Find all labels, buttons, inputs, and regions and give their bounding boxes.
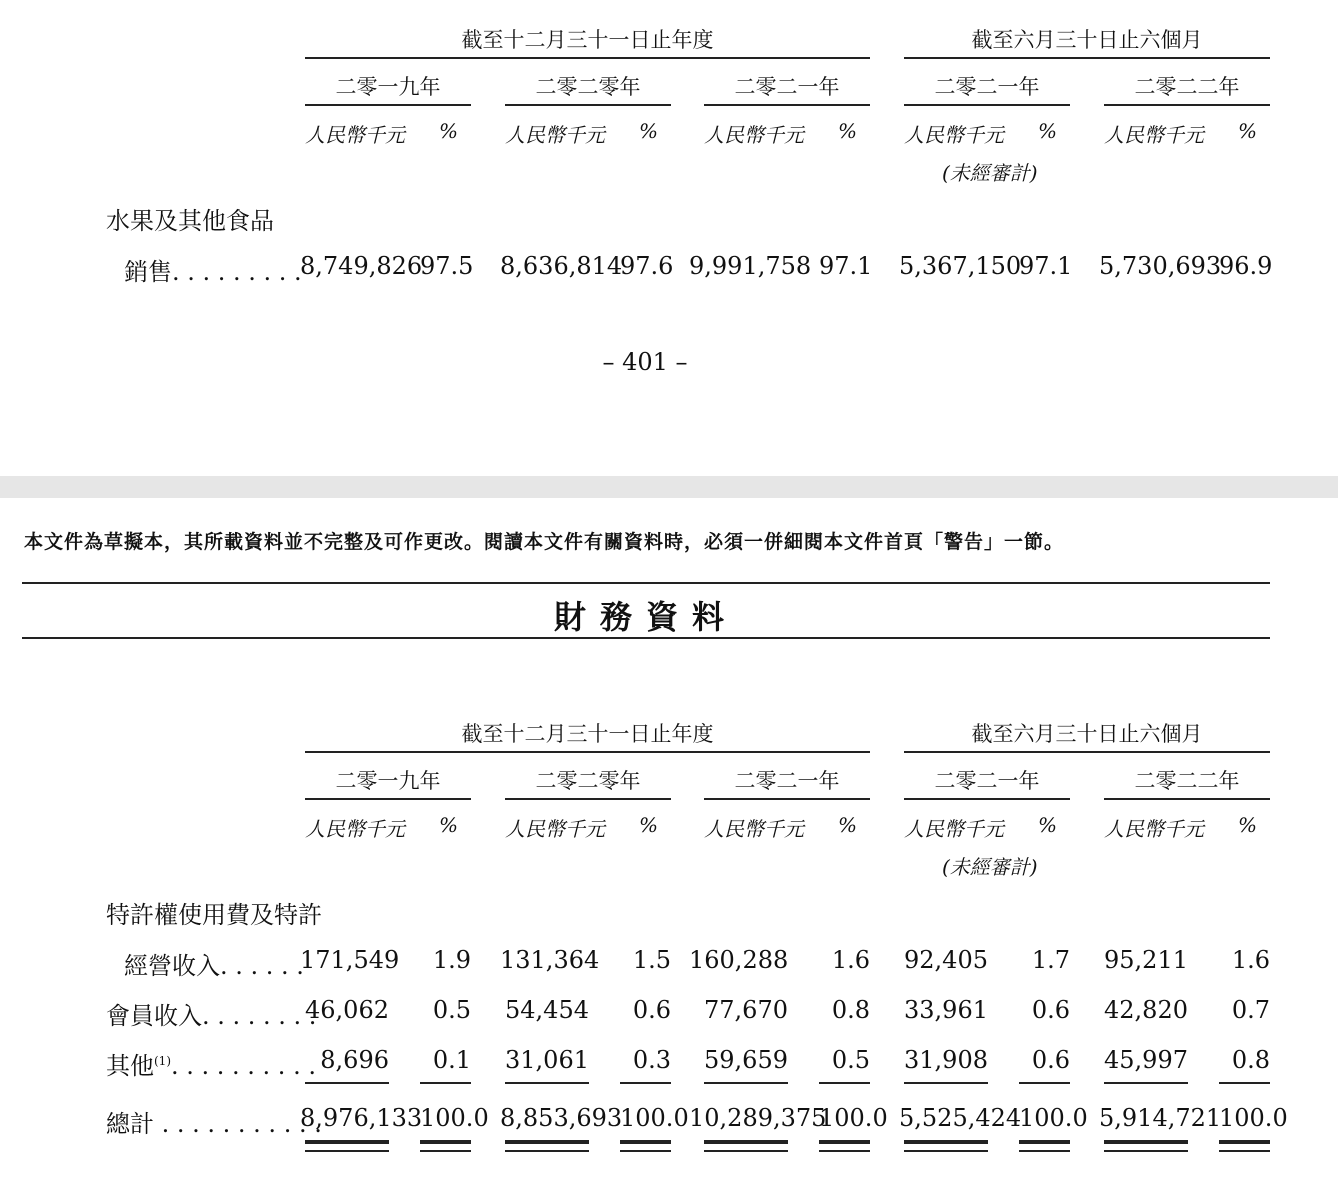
cell-percent: 0.5 bbox=[831, 1046, 870, 1074]
cell-value: 8,749,826 bbox=[300, 252, 423, 280]
divider bbox=[904, 104, 1070, 106]
cell-value: 5,367,150 bbox=[899, 252, 1022, 280]
year-header: 二零二一年 bbox=[734, 75, 840, 99]
cell-value: 42,820 bbox=[1104, 996, 1188, 1024]
unaudited-note: (未經審計) bbox=[942, 161, 1038, 185]
row-label: 會員收入. . . . . . . . bbox=[106, 1002, 317, 1030]
unit-label: 人民幣千元 bbox=[704, 123, 804, 147]
divider bbox=[305, 751, 870, 753]
total-rule bbox=[620, 1150, 671, 1152]
subtotal-rule bbox=[1104, 1082, 1188, 1084]
row-label bbox=[106, 1046, 316, 1081]
unit-label: 人民幣千元 bbox=[505, 817, 605, 841]
cell-value: 54,454 bbox=[505, 996, 589, 1024]
cell-value: 8,853,693 bbox=[500, 1104, 623, 1132]
total-rule bbox=[1104, 1150, 1188, 1152]
year-header: 二零二一年 bbox=[934, 75, 1040, 99]
unit-label: 人民幣千元 bbox=[305, 123, 405, 147]
cell-percent: 100.0 bbox=[1019, 1104, 1088, 1132]
year-header: 二零一九年 bbox=[335, 75, 441, 99]
year-header: 二零二二年 bbox=[1134, 75, 1240, 99]
unit-label: 人民幣千元 bbox=[904, 817, 1004, 841]
cell-value: 77,670 bbox=[704, 996, 788, 1024]
total-rule bbox=[1104, 1140, 1188, 1144]
cell-percent: 0.6 bbox=[632, 996, 671, 1024]
cell-percent: 0.8 bbox=[831, 996, 870, 1024]
year-header: 二零二一年 bbox=[934, 769, 1040, 793]
cell-value: 92,405 bbox=[904, 946, 988, 974]
group-header-annual: 截至十二月三十一日止年度 bbox=[461, 722, 714, 746]
footnote-marker: (1) bbox=[154, 1054, 171, 1068]
total-rule bbox=[904, 1150, 988, 1152]
row-label: 經營收入. . . . . . bbox=[124, 952, 304, 980]
divider bbox=[1104, 798, 1270, 800]
draft-notice: 本文件為草擬本，其所載資料並不完整及可作更改。閱讀本文件有關資料時，必須一併細閱本文件首頁「警告」一節。 bbox=[24, 531, 1065, 553]
unit-label: % bbox=[639, 119, 659, 143]
unit-label: % bbox=[439, 813, 459, 837]
cell-percent: 1.6 bbox=[831, 946, 870, 974]
total-rule bbox=[1019, 1140, 1070, 1144]
total-rule bbox=[420, 1140, 471, 1144]
row-label: 銷售. . . . . . . . . bbox=[124, 258, 302, 286]
cell-value: 9,991,758 bbox=[689, 252, 812, 280]
total-rule bbox=[904, 1140, 988, 1144]
total-rule bbox=[620, 1140, 671, 1144]
row-label-text: 其他 bbox=[106, 1052, 154, 1080]
divider bbox=[505, 104, 671, 106]
cell-percent: 100.0 bbox=[620, 1104, 689, 1132]
subtotal-rule bbox=[305, 1082, 389, 1084]
unit-label: % bbox=[1038, 813, 1058, 837]
total-rule bbox=[305, 1150, 389, 1152]
group-header-interim: 截至六月三十日止六個月 bbox=[971, 722, 1203, 746]
cell-value: 8,976,133 bbox=[300, 1104, 423, 1132]
cell-percent: 100.0 bbox=[1219, 1104, 1288, 1132]
page-gap bbox=[0, 476, 1338, 498]
year-header: 二零二零年 bbox=[535, 769, 641, 793]
unit-label: % bbox=[1238, 813, 1258, 837]
subtotal-rule bbox=[505, 1082, 589, 1084]
divider bbox=[305, 798, 471, 800]
cell-percent: 0.6 bbox=[1031, 1046, 1070, 1074]
subtotal-rule bbox=[1219, 1082, 1270, 1084]
cell-value: 5,525,424 bbox=[899, 1104, 1022, 1132]
cell-value: 31,061 bbox=[505, 1046, 589, 1074]
top-group-header-interim: 截至六月三十日止六個月 bbox=[971, 28, 1203, 52]
cell-percent: 0.1 bbox=[432, 1046, 471, 1074]
cell-value: 45,997 bbox=[1104, 1046, 1188, 1074]
unit-label: % bbox=[838, 119, 858, 143]
subtotal-rule bbox=[420, 1082, 471, 1084]
cell-value: 95,211 bbox=[1104, 946, 1188, 974]
unit-label: % bbox=[1238, 119, 1258, 143]
divider bbox=[305, 104, 471, 106]
year-header: 二零二一年 bbox=[734, 769, 840, 793]
year-header: 二零一九年 bbox=[335, 769, 441, 793]
cell-percent: 1.7 bbox=[1031, 946, 1070, 974]
cell-percent: 97.5 bbox=[420, 252, 474, 280]
cell-value: 8,696 bbox=[320, 1046, 389, 1074]
section-title: 財務資料 bbox=[553, 598, 738, 636]
cell-percent: 0.7 bbox=[1231, 996, 1270, 1024]
cell-percent: 97.1 bbox=[1019, 252, 1073, 280]
unit-label: 人民幣千元 bbox=[305, 817, 405, 841]
cell-value: 31,908 bbox=[904, 1046, 988, 1074]
cell-percent: 96.9 bbox=[1219, 252, 1273, 280]
total-rule bbox=[819, 1150, 870, 1152]
divider bbox=[305, 57, 870, 59]
divider bbox=[704, 798, 870, 800]
divider bbox=[704, 104, 870, 106]
total-rule bbox=[1019, 1150, 1070, 1152]
total-rule bbox=[420, 1150, 471, 1152]
cell-value: 5,914,721 bbox=[1099, 1104, 1222, 1132]
cell-value: 59,659 bbox=[704, 1046, 788, 1074]
cell-percent: 100.0 bbox=[819, 1104, 888, 1132]
top-group-header-annual: 截至十二月三十一日止年度 bbox=[461, 28, 714, 52]
cell-percent: 97.6 bbox=[620, 252, 674, 280]
unit-label: % bbox=[639, 813, 659, 837]
divider bbox=[904, 798, 1070, 800]
total-rule bbox=[305, 1140, 389, 1144]
cell-percent: 97.1 bbox=[819, 252, 873, 280]
cell-value: 5,730,693 bbox=[1099, 252, 1222, 280]
divider bbox=[1104, 104, 1270, 106]
unit-label: 人民幣千元 bbox=[505, 123, 605, 147]
row-label-total: 總計 . . . . . . . . . . . bbox=[106, 1110, 322, 1138]
row-label: 水果及其他食品 bbox=[106, 207, 274, 235]
subtotal-rule bbox=[1019, 1082, 1070, 1084]
total-rule bbox=[1219, 1140, 1270, 1144]
cell-value: 33,961 bbox=[904, 996, 988, 1024]
cell-value: 171,549 bbox=[300, 946, 400, 974]
cell-value: 8,636,814 bbox=[500, 252, 623, 280]
unit-label: % bbox=[838, 813, 858, 837]
total-rule bbox=[704, 1150, 788, 1152]
cell-percent: 1.9 bbox=[432, 946, 471, 974]
cell-value: 160,288 bbox=[689, 946, 789, 974]
unit-label: 人民幣千元 bbox=[1104, 817, 1204, 841]
total-rule bbox=[1219, 1150, 1270, 1152]
divider bbox=[904, 751, 1270, 753]
unit-label: 人民幣千元 bbox=[904, 123, 1004, 147]
cell-percent: 0.3 bbox=[632, 1046, 671, 1074]
subtotal-rule bbox=[904, 1082, 988, 1084]
subtotal-rule bbox=[819, 1082, 870, 1084]
row-label: 特許權使用費及特許 bbox=[106, 901, 322, 929]
year-header: 二零二二年 bbox=[1134, 769, 1240, 793]
subtotal-rule bbox=[620, 1082, 671, 1084]
total-rule bbox=[704, 1140, 788, 1144]
year-header: 二零二零年 bbox=[535, 75, 641, 99]
cell-percent: 0.5 bbox=[432, 996, 471, 1024]
cell-percent: 0.8 bbox=[1231, 1046, 1270, 1074]
total-rule bbox=[819, 1140, 870, 1144]
unit-label: 人民幣千元 bbox=[704, 817, 804, 841]
cell-percent: 0.6 bbox=[1031, 996, 1070, 1024]
cell-percent: 1.5 bbox=[632, 946, 671, 974]
unaudited-note: (未經審計) bbox=[942, 855, 1038, 879]
cell-value: 10,289,375 bbox=[689, 1104, 827, 1132]
cell-value: 131,364 bbox=[500, 946, 600, 974]
divider bbox=[904, 57, 1270, 59]
page-number: – 401 – bbox=[602, 348, 688, 376]
total-rule bbox=[505, 1140, 589, 1144]
unit-label: % bbox=[439, 119, 459, 143]
cell-percent: 100.0 bbox=[420, 1104, 489, 1132]
cell-value: 46,062 bbox=[305, 996, 389, 1024]
unit-label: % bbox=[1038, 119, 1058, 143]
divider bbox=[22, 582, 1270, 584]
subtotal-rule bbox=[704, 1082, 788, 1084]
row-label-dots: . . . . . . . . . . bbox=[171, 1052, 316, 1080]
cell-percent: 1.6 bbox=[1231, 946, 1270, 974]
unit-label: 人民幣千元 bbox=[1104, 123, 1204, 147]
divider bbox=[22, 637, 1270, 639]
divider bbox=[505, 798, 671, 800]
total-rule bbox=[505, 1150, 589, 1152]
